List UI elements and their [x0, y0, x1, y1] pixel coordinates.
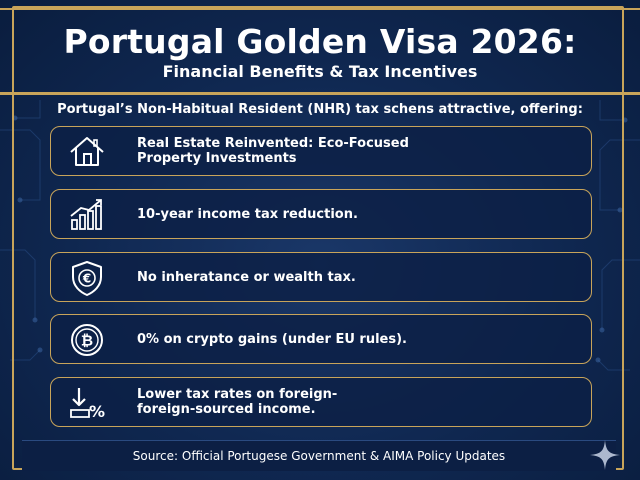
benefit-label: Real Estate Reinvented: Eco-Focused Property Investments — [137, 136, 409, 166]
bitcoin-coin-icon — [67, 321, 107, 359]
benefit-label: 0% on crypto gains (under EU rules). — [137, 331, 407, 347]
benefit-card-income-tax — [50, 189, 592, 239]
header-top-rule — [0, 8, 640, 10]
euro-shield-icon — [67, 259, 107, 297]
svg-text:€: € — [82, 271, 92, 286]
benefit-label: No inheratance or wealth tax. — [137, 269, 356, 285]
svg-text:%: % — [88, 402, 106, 421]
growth-chart-icon — [67, 196, 107, 234]
percent-down-icon — [67, 384, 107, 422]
house-icon — [67, 133, 107, 171]
benefit-card-real-estate — [50, 126, 592, 176]
benefit-card-crypto — [50, 314, 592, 364]
benefit-card-foreign-income — [50, 377, 592, 427]
benefit-card-inheritance-tax — [50, 252, 592, 302]
source-footer — [22, 440, 616, 471]
benefit-label: 10-year income tax reduction. — [137, 206, 358, 222]
page-title: Portugal Golden Visa 2026: — [63, 22, 577, 61]
page-subtitle: Financial Benefits & Tax Incentives — [162, 62, 478, 81]
source-text: Source: Official Portugese Government & AIMA Policy Updates — [132, 449, 506, 463]
intro-text: Portugal’s Non-Habitual Resident (NHR) tax schens attractive, offering: — [57, 102, 583, 117]
sparkle-icon — [588, 438, 622, 472]
svg-text:₿: ₿ — [80, 331, 94, 350]
header-bottom-rule — [0, 92, 640, 95]
benefit-label: Lower tax rates on foreign- foreign-sourced income. — [137, 387, 338, 417]
